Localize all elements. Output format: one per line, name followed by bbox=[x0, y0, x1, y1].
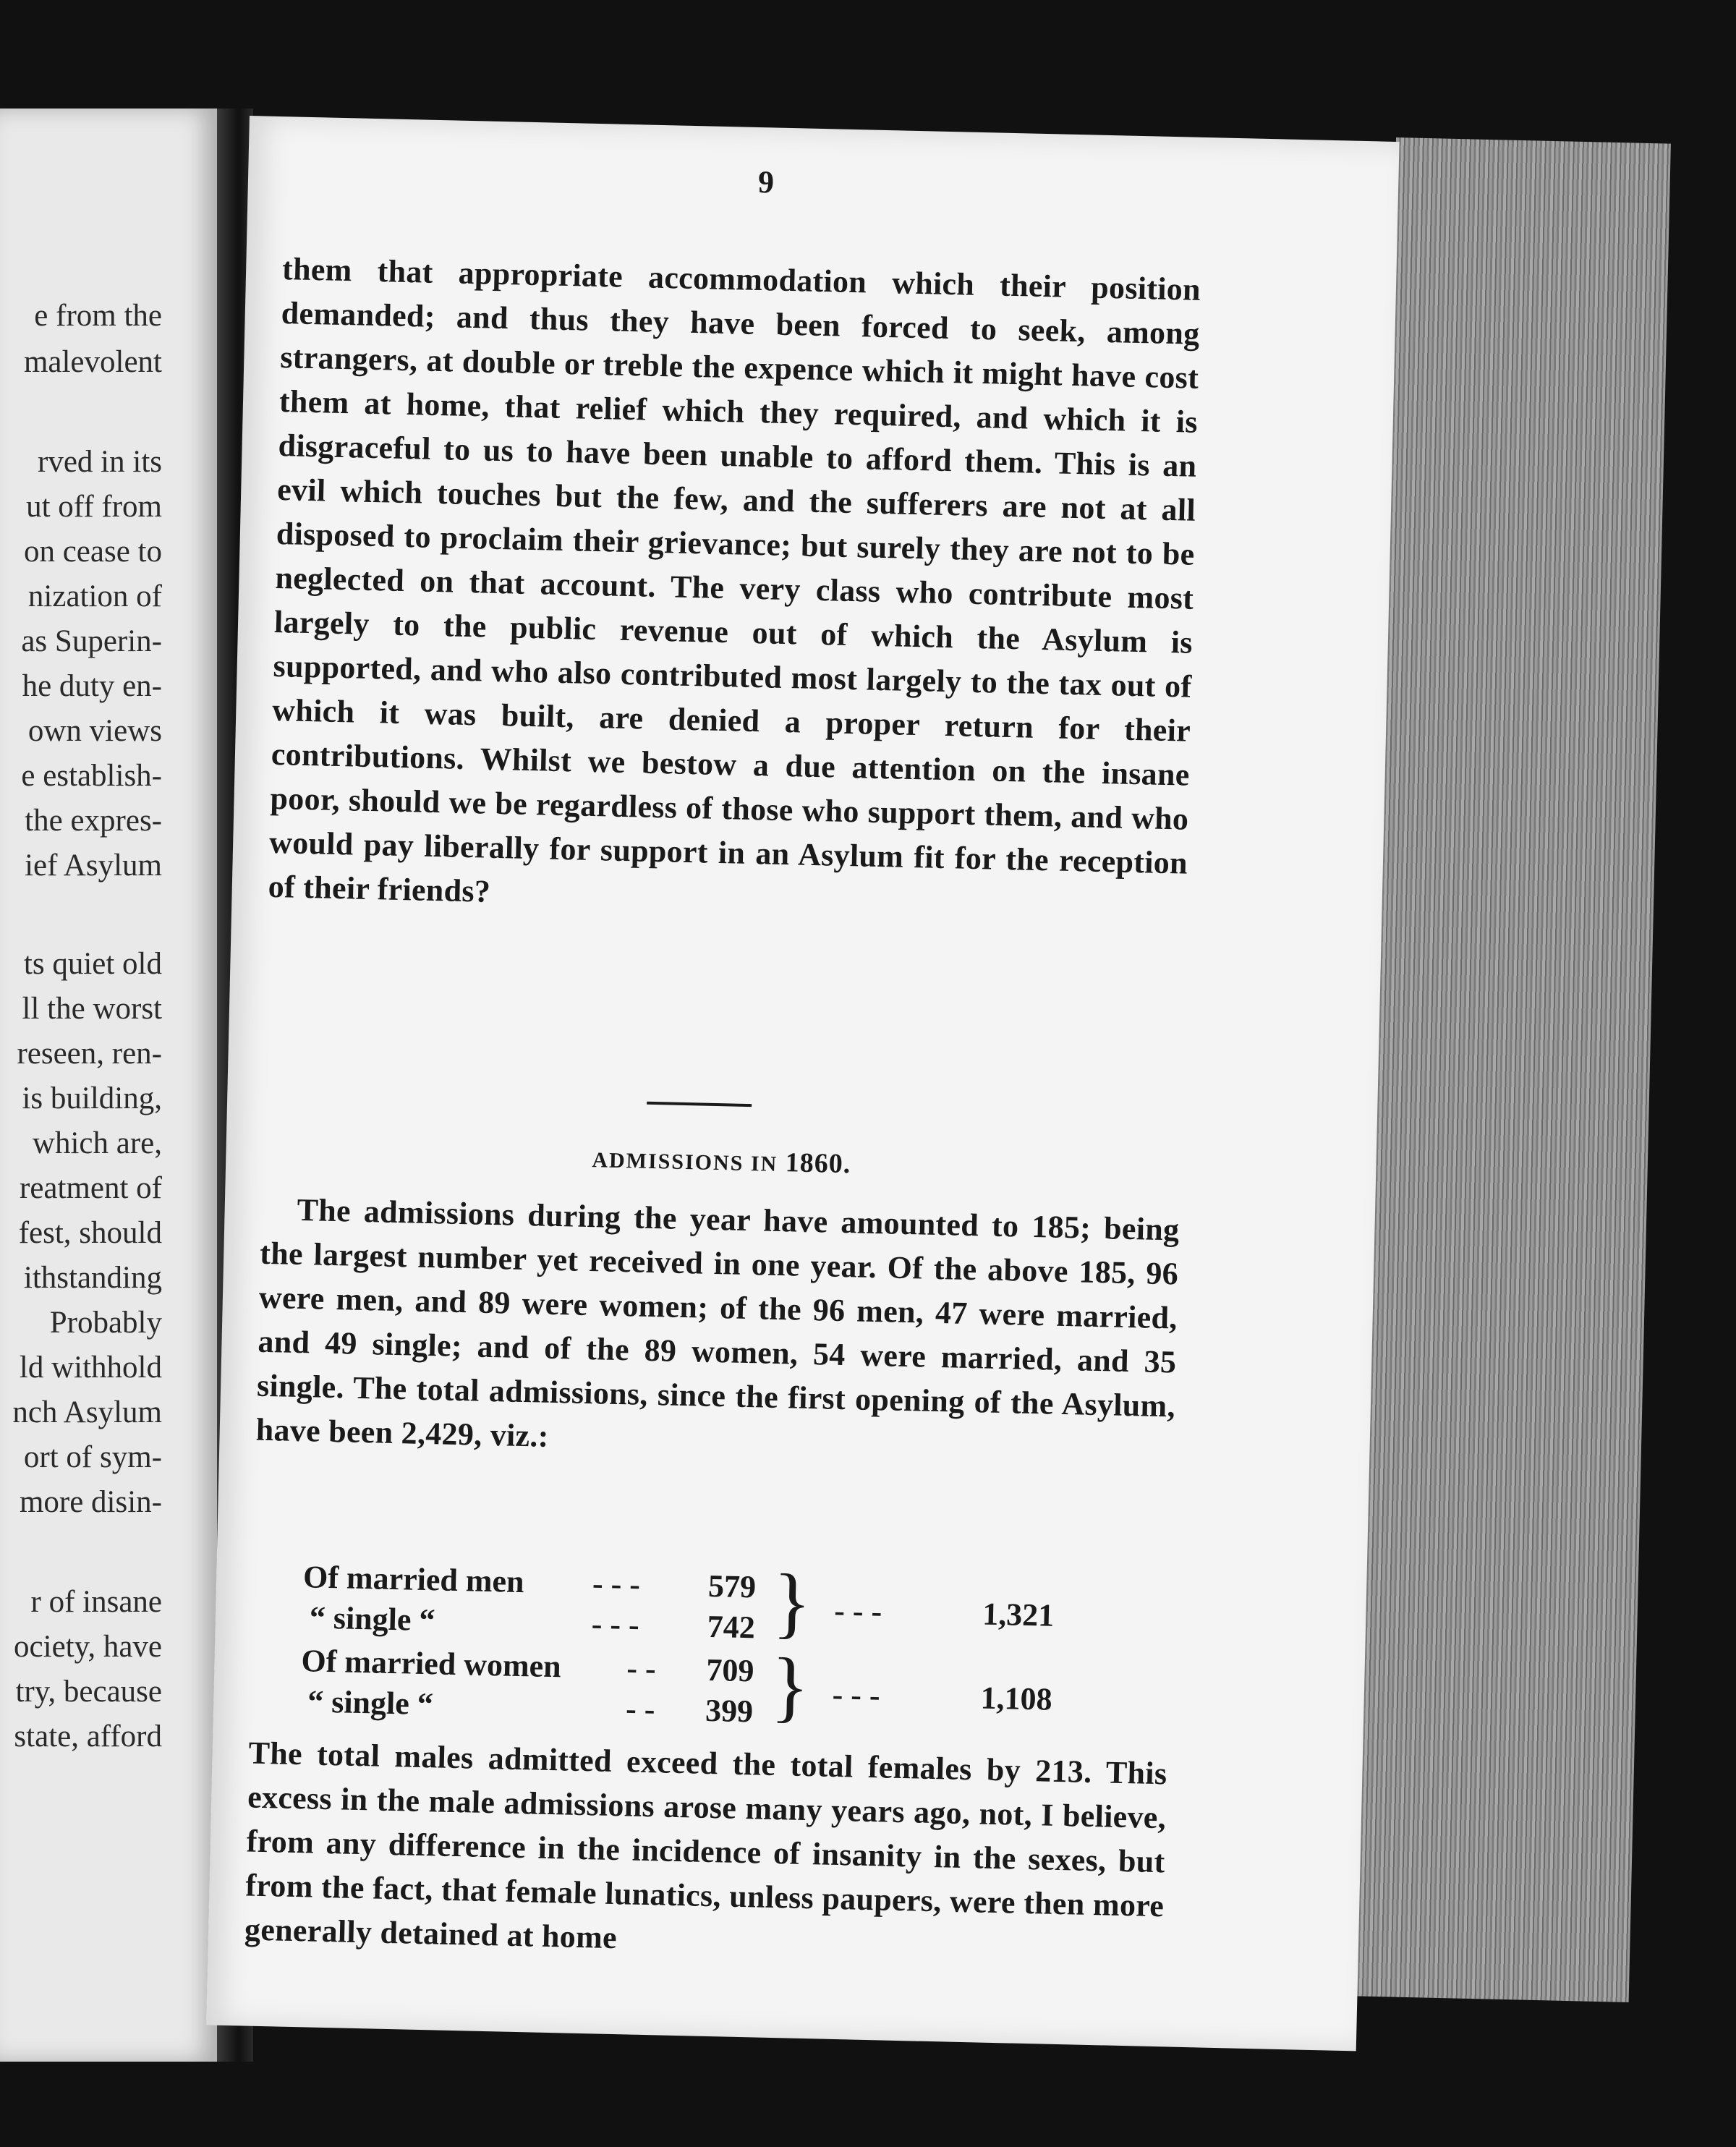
left-page-line: nch Asylum bbox=[12, 1395, 162, 1429]
row-label: “ single “ bbox=[307, 1683, 434, 1722]
left-page-line: the expres- bbox=[25, 804, 162, 838]
sum-leader: - - - bbox=[833, 1592, 882, 1630]
row-label: “ single “ bbox=[309, 1599, 436, 1638]
page-number: 9 bbox=[757, 163, 775, 200]
row-leader: - - bbox=[626, 1650, 657, 1687]
sum-value: 1,108 bbox=[980, 1680, 1053, 1717]
left-page-line: ut off from bbox=[26, 490, 162, 524]
row-value: 742 bbox=[707, 1608, 756, 1646]
paragraph-admissions: The admissions during the year have amounted to 185; being the largest number yet received in one year. Of the above 185, 96 were men, and 89 were women; of the 96 men, 47 were married, and 49 single; and of the 89 women, 54 were married, and 35 single. The total admissions, since the first opening of the Asylum, have been 2,429, viz.: bbox=[255, 1191, 1180, 1454]
left-page-line: nization of bbox=[27, 579, 162, 613]
row-leader: - - - bbox=[592, 1565, 641, 1602]
admissions-table bbox=[301, 1557, 1136, 1731]
row-value: 579 bbox=[707, 1568, 757, 1605]
left-page-line: malevolent bbox=[23, 345, 162, 379]
section-rule bbox=[647, 1102, 752, 1107]
left-page-line: own views bbox=[27, 714, 162, 748]
left-page-line: ociety, have bbox=[14, 1630, 162, 1664]
brace: } bbox=[772, 1557, 812, 1647]
left-page-line: try, because bbox=[15, 1675, 162, 1709]
left-page-line: r of insane bbox=[30, 1585, 162, 1619]
section-heading bbox=[262, 1135, 1181, 1188]
left-page-line: e from the bbox=[34, 299, 162, 333]
left-page-line: ll the worst bbox=[22, 992, 162, 1026]
left-page-line: reatment of bbox=[20, 1171, 162, 1205]
left-page-line: state, afford bbox=[14, 1719, 162, 1753]
row-leader: - - - bbox=[591, 1606, 640, 1643]
left-page-line: ort of sym- bbox=[23, 1440, 162, 1474]
text-block bbox=[244, 160, 1211, 1956]
paragraph-continuation: them that appropriate accommodation which their position demanded; and thus they have been forced to seek, among strangers, at double or treble the expence which it might have cost them at home, that relief which they required, and which it is disgraceful to us to have been unable to afford them. This is an evil which touches but the few, and the sufferers are not at all disposed to proclaim their grievance; but surely they are not to be neglected on that account. The very class who contribute most largely to the public revenue out of which the Asylum is supported, and who also contributed most largely to the tax out of which it was built, are denied a proper return for their contributions. Whilst we bestow a due attention on the insane poor, should we be regardless of those who support them, and who would pay liberally for support in an Asylum fit for the reception of their friends? bbox=[268, 251, 1201, 909]
left-page-line: which are, bbox=[32, 1126, 162, 1160]
main-page bbox=[206, 116, 1399, 2051]
sum-leader: - - - bbox=[832, 1676, 881, 1714]
left-page-line: ld withhold bbox=[19, 1351, 162, 1385]
paragraph-excess: The total males admitted exceed the total females by 213. This excess in the male admissions arose many years ago, not, I believe, from any difference in the incidence of insanity in the sexes, but from the fact, that female lunatics, unless paupers, were then more generally detained at home bbox=[244, 1735, 1167, 1956]
left-page-line: more disin- bbox=[19, 1485, 162, 1519]
row-leader: - - bbox=[625, 1691, 656, 1727]
left-page-line: as Superin- bbox=[21, 624, 162, 658]
heading-small-caps: ADMISSIONS IN bbox=[592, 1148, 778, 1176]
left-page-line: reseen, ren- bbox=[17, 1037, 162, 1071]
left-page-line: ithstanding bbox=[23, 1261, 162, 1295]
row-value: 399 bbox=[705, 1692, 754, 1730]
left-page-line: rved in its bbox=[38, 445, 162, 479]
left-page-line: e establish- bbox=[21, 759, 162, 793]
heading-year: 1860. bbox=[785, 1147, 851, 1180]
page-fore-edge bbox=[1354, 137, 1671, 2002]
row-label: Of married women bbox=[301, 1643, 562, 1685]
left-page-line: fest, should bbox=[18, 1216, 162, 1250]
left-page-line: ief Asylum bbox=[25, 849, 162, 883]
row-value: 709 bbox=[705, 1651, 754, 1689]
row-label: Of married men bbox=[302, 1559, 525, 1600]
left-page-line: Probably bbox=[49, 1306, 162, 1340]
left-page-line: he duty en- bbox=[22, 669, 162, 703]
sum-value: 1,321 bbox=[982, 1596, 1055, 1633]
left-facing-page bbox=[0, 109, 217, 2062]
brace: } bbox=[770, 1641, 811, 1731]
left-page-line: on cease to bbox=[23, 535, 162, 569]
left-page-line: ts quiet old bbox=[23, 947, 162, 981]
left-page-line: is building, bbox=[22, 1081, 162, 1115]
